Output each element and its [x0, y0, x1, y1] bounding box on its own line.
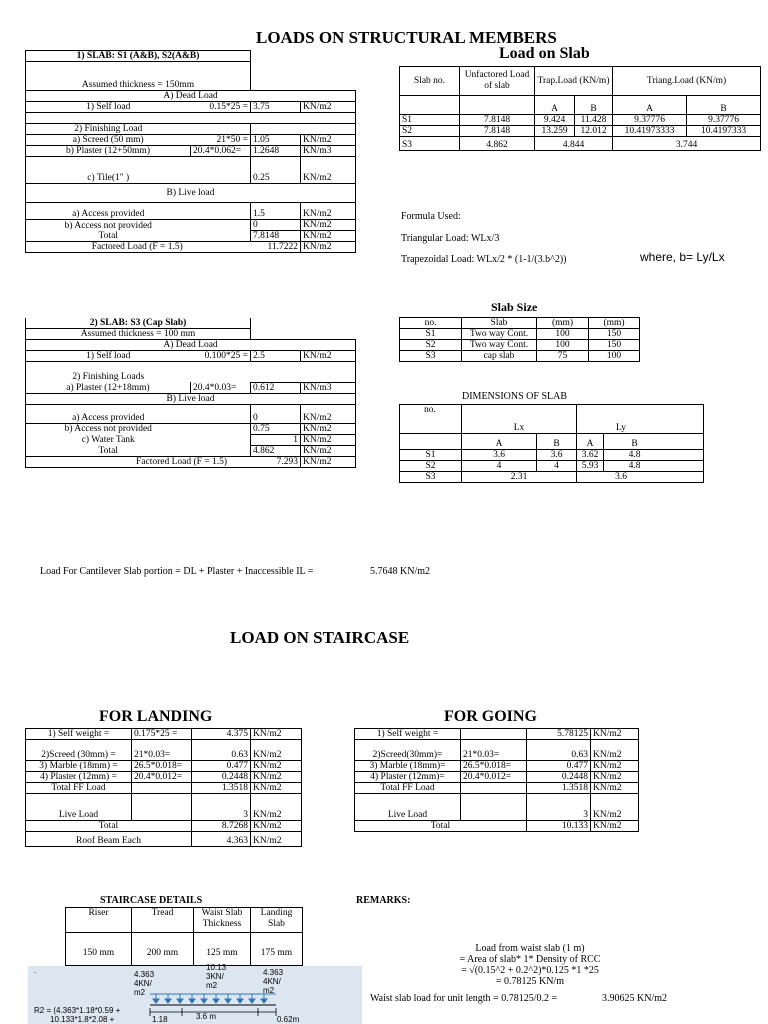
slab1-factored-label: Factored Load (F = 1.5) [26, 242, 191, 253]
unit: KN/m2 [251, 740, 302, 761]
staircase-title: LOAD ON STAIRCASE [230, 628, 410, 647]
sub-header: A [613, 96, 687, 115]
cell: Live Load [355, 794, 461, 821]
slab2-plaster-value: 0.612 [251, 382, 301, 393]
sub-header: B [687, 96, 761, 115]
cell: Total [355, 821, 527, 832]
cell: 4.8 [604, 449, 704, 460]
cell: 2.31 [462, 471, 577, 482]
going-table [354, 728, 639, 832]
sub-header: B [604, 433, 704, 449]
unit: KN/m2 [591, 821, 639, 832]
table-row [400, 460, 704, 471]
slab2-header: 2) SLAB: S3 (Cap Slab) [26, 318, 251, 329]
going-title: FOR GOING [444, 708, 537, 725]
cell: 4.862 [460, 137, 535, 151]
remarks-last: Waist slab load for unit length = 0.78125/0.2 = [370, 993, 558, 1004]
cell: 7.8148 [460, 126, 535, 137]
diagram-label: 4KN/ [134, 979, 152, 988]
unit: KN/m2 [301, 157, 356, 184]
cell: 175 mm [251, 933, 303, 966]
remarks-line: = 0.78125 KN/m [495, 976, 565, 987]
cell: 9.37776 [613, 115, 687, 126]
landing-table [25, 728, 302, 847]
remarks-line: = √(0.15^2 + 0.2^2)*0.125 *1 *25 [461, 965, 599, 976]
cell: 100 [537, 340, 589, 351]
cell: 4.8 [604, 460, 704, 471]
landing-title: FOR LANDING [99, 708, 213, 725]
diagram-label: 10.13 [206, 963, 227, 972]
cell: 21*0.03= [132, 740, 192, 761]
unit: KN/m2 [251, 794, 302, 821]
sub-header: A [577, 433, 604, 449]
cell: 125 mm [194, 933, 251, 966]
cell: 3.62 [577, 449, 604, 460]
cell: Total FF Load [355, 783, 461, 794]
cell: 13.259 [535, 126, 575, 137]
slab1-dead-load: A) Dead Load [26, 91, 356, 102]
slab1-assumed: Assumed thickness = 150mm [26, 62, 251, 91]
slab2-self-load-label: 1) Self load [26, 351, 191, 362]
slab1-no-access-value: 0 [251, 220, 301, 231]
cell: 4 [537, 460, 577, 471]
cell: 3 [527, 794, 591, 821]
diagram-label: 3KN/ [206, 972, 224, 981]
slab2-live-load: B) Live load [26, 393, 356, 404]
diagram-dot: . [34, 966, 37, 975]
slab1-screed-value: 1.05 [251, 135, 301, 146]
unit: KN/m2 [591, 761, 639, 772]
table-row [400, 471, 704, 482]
cell: 3 [192, 794, 251, 821]
cell: 1.3518 [192, 783, 251, 794]
slab1-screed-formula: 21*50 = [191, 135, 251, 146]
cell: 20.4*0.012= [461, 772, 527, 783]
unit: KN/m2 [251, 832, 302, 847]
cell: 10.133 [527, 821, 591, 832]
slab2-self-value: 2.5 [251, 351, 301, 362]
unit: KN/m2 [301, 242, 356, 253]
unit: KN/m2 [251, 761, 302, 772]
slab1-plaster-formula: 20.4*0.062= [191, 146, 251, 157]
cell: 21*0.03= [461, 740, 527, 761]
remarks-line: Load from waist slab (1 m) [475, 943, 585, 954]
page-title: LOADS ON STRUCTURAL MEMBERS [256, 28, 557, 47]
col-header: (mm) [537, 318, 589, 329]
slab1-plaster-value: 1.2648 [251, 146, 301, 157]
formula-triangular: Triangular Load: WLx/3 [401, 233, 500, 244]
cell: 8.7268 [192, 821, 251, 832]
cell: 12.012 [575, 126, 613, 137]
col-header: (mm) [589, 318, 640, 329]
remarks-title: REMARKS: [356, 895, 411, 906]
cell: S1 [400, 449, 462, 460]
load-on-slab-title: Load on Slab [499, 45, 590, 62]
slab2-no-access-label: b) Access not provided [26, 423, 191, 434]
diagram-label: m2 [134, 988, 146, 997]
col-trap: Trap.Load (KN/m) [535, 67, 613, 96]
col-header: Tread [132, 908, 194, 933]
diagram-label: m2 [263, 986, 275, 995]
cell: 0.175*25 = [132, 729, 192, 740]
cell: 26.5*0.018= [461, 761, 527, 772]
col-header: Waist Slab Thickness [194, 908, 251, 933]
slab2-factored-value: 7.293 [251, 456, 301, 467]
cell: 100 [537, 329, 589, 340]
cell: Two way Cont. [462, 329, 537, 340]
dims-table [399, 404, 704, 483]
cell: 9.37776 [687, 115, 761, 126]
unit: KN/m2 [301, 220, 356, 231]
unit: KN/m2 [301, 135, 356, 146]
slab1-total-value: 7.8148 [251, 231, 301, 242]
slab2-assumed: Assumed thickness = 100 mm [26, 329, 251, 340]
slab1-live-load: B) Live load [26, 184, 356, 203]
cell: 4 [462, 460, 537, 471]
slab2-finishing-label: 2) Finishing Loads [26, 362, 191, 383]
slab1-self-load-label: 1) Self load [26, 102, 191, 113]
unit: KN/m3 [301, 146, 356, 157]
slab1-finishing-label: 2) Finishing Load [26, 124, 191, 135]
dims-lx: Lx [462, 419, 577, 433]
col-unfactored: Unfactored Load of slab [460, 67, 535, 96]
slab1-table [25, 50, 356, 253]
unit: KN/m2 [251, 772, 302, 783]
cell: 26.5*0.018= [132, 761, 192, 772]
diagram-label: 4KN/ [263, 977, 281, 986]
unit: KN/m2 [251, 821, 302, 832]
cell: 3.6 [577, 471, 704, 482]
cell: 4.363 [192, 832, 251, 847]
cell: S3 [400, 351, 462, 362]
cell: 150 [589, 329, 640, 340]
diagram-label: 4.363 [263, 968, 284, 977]
slab1-total-label: Total [26, 231, 191, 242]
cell: S1 [400, 329, 462, 340]
remarks-block [400, 943, 660, 987]
cell: 150 [589, 340, 640, 351]
diagram-label: m2 [206, 981, 218, 990]
unit: KN/m2 [301, 423, 356, 434]
diagram-label: 4.363 [134, 970, 155, 979]
cell: 150 mm [66, 933, 132, 966]
col-triang: Triang.Load (KN/m) [613, 67, 761, 96]
cell: Two way Cont. [462, 340, 537, 351]
cell: 2)Screed (30mm) = [26, 740, 132, 761]
sub-header: A [535, 96, 575, 115]
cantilever-value: 5.7648 KN/m2 [370, 566, 430, 577]
unit: KN/m2 [301, 102, 356, 113]
diagram-reaction: 10.133*1.8*2.08 + [50, 1015, 115, 1024]
slab2-self-formula: 0.100*25 = [191, 351, 251, 362]
slab2-water-label: c) Water Tank [26, 434, 191, 445]
cell: 11.428 [575, 115, 613, 126]
cell: 75 [537, 351, 589, 362]
col-header: Riser [66, 908, 132, 933]
cell: 2)Screed(30mm)= [355, 740, 461, 761]
slab1-header: 1) SLAB: S1 (A&B), S2(A&B) [26, 51, 251, 62]
cell: 3.6 [537, 449, 577, 460]
cell: 10.41973333 [613, 126, 687, 137]
unit: KN/m2 [301, 351, 356, 362]
cell: 5.93 [577, 460, 604, 471]
slab2-total-label: Total [26, 445, 191, 456]
slab1-factored-value: 11.7222 [251, 242, 301, 253]
remarks-line: = Area of slab* 1* Density of RCC [459, 954, 601, 965]
slab2-water-value: 1 [251, 434, 301, 445]
unit: KN/m2 [591, 783, 639, 794]
diagram-dimension: 0.62m [277, 1015, 300, 1024]
sub-header: A [462, 433, 537, 449]
cell: 3) Marble (18mm)= [355, 761, 461, 772]
col-slab-no: Slab no. [400, 67, 460, 96]
slab1-no-access-label: b) Access not provided [26, 220, 191, 231]
cell: 4) Plaster (12mm)= [355, 772, 461, 783]
unit: KN/m2 [301, 456, 356, 467]
cell: 4) Plaster (12mm) = [26, 772, 132, 783]
cell: Total [26, 821, 192, 832]
cell: 10.4197333 [687, 126, 761, 137]
slab2-table [25, 318, 356, 468]
sub-header: B [575, 96, 613, 115]
cell: 5.78125 [527, 729, 591, 740]
cell: 0.477 [527, 761, 591, 772]
slab2-dead-load: A) Dead Load [26, 340, 356, 351]
unit: KN/m2 [591, 794, 639, 821]
cell: 1) Self weight = [355, 729, 461, 740]
cell: S2 [400, 340, 462, 351]
cell: 3.6 [462, 449, 537, 460]
slab1-self-formula: 0.15*25 = [191, 102, 251, 113]
cantilever-text: Load For Cantilever Slab portion = DL + Plaster + Inaccessible IL = [40, 566, 314, 577]
slab2-factored-label: Factored Load (F = 1.5) [26, 456, 191, 467]
sub-header: B [537, 433, 577, 449]
table-row [400, 329, 640, 340]
dims-ly: Ly [577, 419, 704, 433]
stair-details-table [65, 907, 303, 966]
diagram-dimension: 3.6 m [196, 1012, 217, 1021]
unit: KN/m2 [591, 729, 639, 740]
table-row [400, 351, 640, 362]
formula-used: Formula Used: [401, 211, 461, 222]
table-row [400, 115, 761, 126]
formula-trapezoidal: Trapezoidal Load: WLx/2 * (1-1/(3.b^2)) [401, 254, 567, 265]
cell: 100 [589, 351, 640, 362]
dims-title: DIMENSIONS OF SLAB [462, 391, 568, 402]
slab2-plaster-formula: 20.4*0.03= [191, 382, 251, 393]
cell: 0.63 [527, 740, 591, 761]
formula-where: where, b= Ly/Lx [640, 250, 725, 264]
slab1-plaster-label: b) Plaster (12+50mm) [26, 146, 191, 157]
unit: KN/m2 [301, 445, 356, 456]
stair-load-diagram [28, 963, 362, 1024]
slab2-no-access-value: 0.75 [251, 423, 301, 434]
slab1-tile-value: 0.25 [251, 157, 301, 184]
slab1-access-value: 1.5 [251, 203, 301, 220]
diagram-dimension: 1.18 [152, 1015, 168, 1024]
cell: 1) Self weight = [26, 729, 132, 740]
cell: S3 [400, 471, 462, 482]
unit: KN/m2 [251, 783, 302, 794]
cell: Total FF Load [26, 783, 132, 794]
col-header: Slab [462, 318, 537, 329]
slab2-plaster-label: a) Plaster (12+18mm) [26, 382, 191, 393]
cell: S3 [400, 137, 460, 151]
cell: Live Load [26, 794, 132, 821]
unit: KN/m2 [301, 434, 356, 445]
cell: 200 mm [132, 933, 194, 966]
cell: 0.2448 [192, 772, 251, 783]
slab2-access-value: 0 [251, 404, 301, 423]
slab1-screed-label: a) Screed (50 mm) [26, 135, 191, 146]
cell: 0.63 [192, 740, 251, 761]
cell: 9.424 [535, 115, 575, 126]
col-header: no. [400, 318, 462, 329]
cell: cap slab [462, 351, 537, 362]
remarks-last-value: 3.90625 KN/m2 [602, 993, 667, 1004]
stair-details-title: STAIRCASE DETAILS [100, 895, 203, 906]
table-row [400, 126, 761, 137]
cell: 0.2448 [527, 772, 591, 783]
slab1-self-value: 3.75 [251, 102, 301, 113]
slab1-tile-label: c) Tile(1" ) [26, 157, 191, 184]
cell: S1 [400, 115, 460, 126]
unit: KN/m2 [301, 203, 356, 220]
unit: KN/m2 [301, 404, 356, 423]
unit: KN/m2 [301, 231, 356, 242]
table-row [400, 449, 704, 460]
cell: 3.744 [613, 137, 761, 151]
dims-no: no. [400, 405, 462, 420]
unit: KN/m2 [251, 729, 302, 740]
slab-size-table [399, 317, 640, 362]
slab2-total-value: 4.862 [251, 445, 301, 456]
cell: 1.3518 [527, 783, 591, 794]
cell: 20.4*0.012= [132, 772, 192, 783]
table-row [400, 137, 761, 151]
cell: S2 [400, 460, 462, 471]
table-row [400, 340, 640, 351]
cell: 7.8148 [460, 115, 535, 126]
diagram-reaction: R2 = (4.363*1.18*0.59 + [34, 1006, 121, 1015]
cell: 4.844 [535, 137, 613, 151]
cell: 0.477 [192, 761, 251, 772]
slab1-access-label: a) Access provided [26, 203, 191, 220]
load-on-slab-table [399, 66, 761, 151]
slab-size-title: Slab Size [491, 300, 538, 314]
cell: S2 [400, 126, 460, 137]
unit: KN/m2 [591, 772, 639, 783]
cell: 4.375 [192, 729, 251, 740]
unit: KN/m2 [591, 740, 639, 761]
unit: KN/m3 [301, 382, 356, 393]
slab2-access-label: a) Access provided [26, 404, 191, 423]
cell: Roof Beam Each [26, 832, 192, 847]
col-header: Landing Slab [251, 908, 303, 933]
cell: 3) Marble (18mm) = [26, 761, 132, 772]
